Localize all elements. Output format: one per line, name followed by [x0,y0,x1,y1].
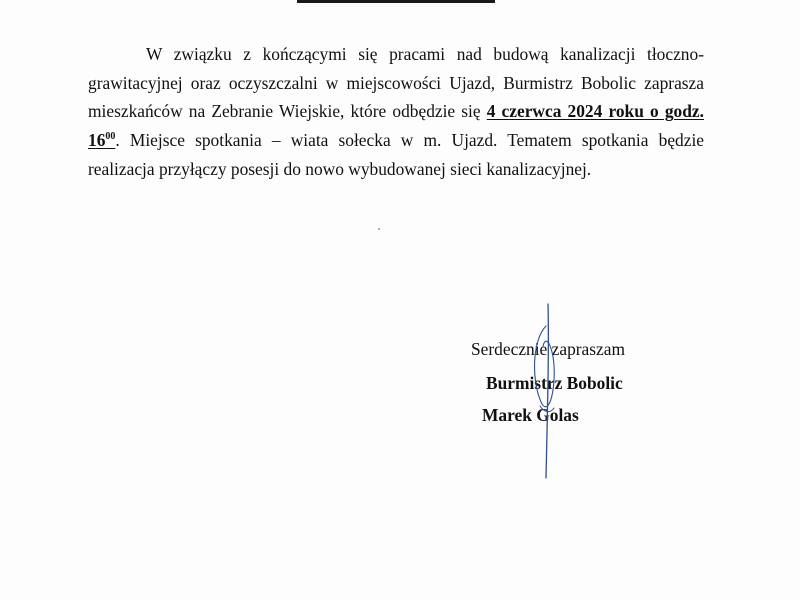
meeting-minutes: 00 [105,131,116,143]
signer-title: Burmistrz Bobolic [486,373,623,393]
closing-phrase: Serdecznie zapraszam [471,339,626,359]
meeting-date-hour: 4 czerwca 2024 roku o godz. 16 [88,101,704,151]
heading-underline [297,0,495,3]
announcement-lead: W związku z kończącymi się pracami nad budową kanalizacji tłoczno-grawitacyjnej oraz oczyszczalni w miejscowości Ujazd, Burmistrz Bobolic zaprasza mieszkańców na Zebranie Wiejskie, które odbędzie się [88,44,704,122]
handwritten-signature [518,300,568,480]
signer-name: Marek Golas [482,405,579,425]
scan-speck [378,228,380,230]
announcement-tail: . Miejsce spotkania – wiata sołecka w m. Ujazd. Tematem spotkania będzie realizacja przyłączy posesji do nowo wybudowanej sieci kanalizacyjnej. [88,130,704,179]
announcement-paragraph [88,40,704,184]
